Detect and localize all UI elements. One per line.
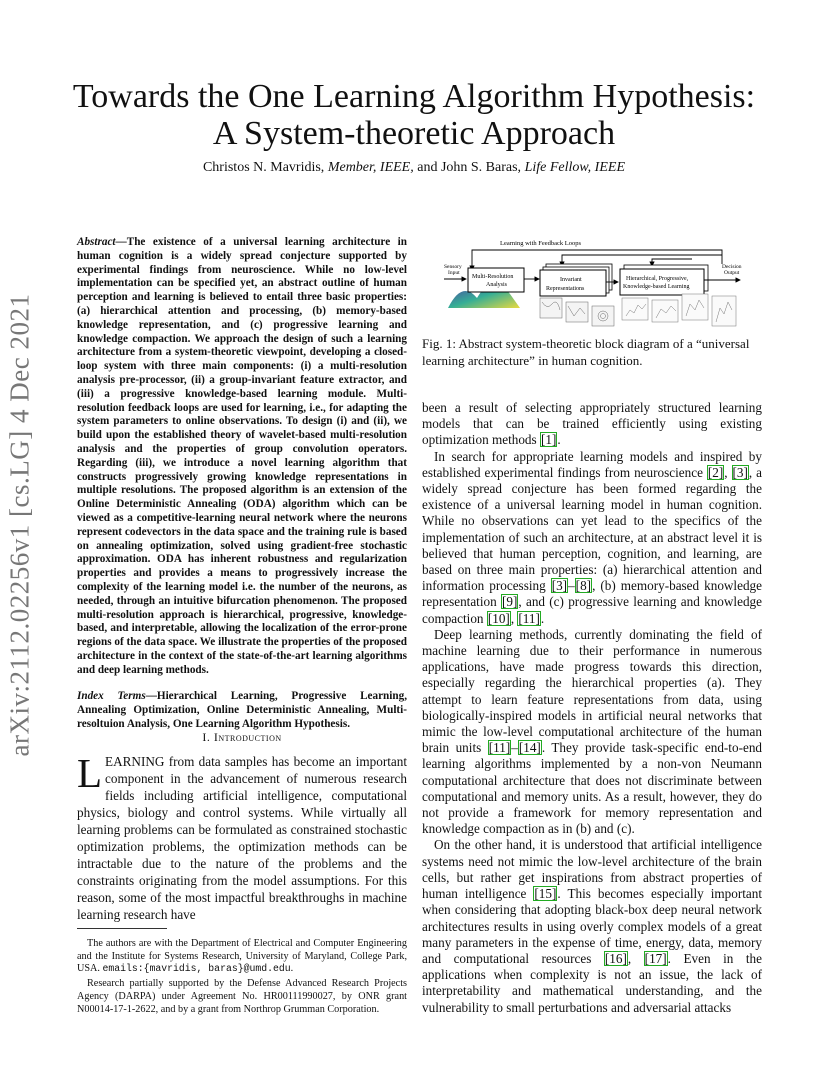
author-2: and John S. Baras, <box>417 160 522 175</box>
paragraph-other-hand <box>422 837 762 1015</box>
text-segment: , <box>510 610 518 626</box>
title-line-1: Towards the One Learning Algorithm Hypothesis: <box>72 78 756 115</box>
text-segment: In search for appropriate learning models and inspired by established experimental findings from neuroscience <box>422 448 762 480</box>
text-segment: , <box>627 950 644 966</box>
index-terms-text: —Hierarchical Learning, Progressive Learning, Annealing Optimization, Online Deterministic Annealing, Multi-resoltuion Analysis, One Learning Algorithm Hypothesis. <box>77 690 407 730</box>
text-segment: , a widely spread conjecture has been formed regarding the existence of a universal learning model in human cognition. While no observations can yet lead to the specifics of the implementation of such an architecture, at an abstract level it is believed that human perception, cognition, and learning, are based on three main properties: (a) hierarchical attention and information processing <box>422 464 763 594</box>
multi-resolution-block <box>468 268 524 292</box>
scatter-thumbnails <box>622 294 736 326</box>
index-terms-label: Index Terms <box>77 690 146 702</box>
text-segment: . This becomes especially important when considering that adopting black-box deep neural network architectures results in using overly complex models of a great many parameters in the expense of time, energy, data, memory and computational resources <box>422 886 763 966</box>
author-1: Christos N. Mavridis, <box>202 160 325 175</box>
text-segment: , (b) memory-based knowledge representation <box>422 578 762 610</box>
citation-link[interactable]: [15] <box>534 886 557 902</box>
author-2-role: Life Fellow, IEEE <box>524 160 626 175</box>
footnote-affiliation <box>77 938 407 976</box>
section-heading <box>77 730 407 745</box>
footnote-period: . <box>290 963 294 975</box>
figure-1-caption: Fig. 1: Abstract system-theoretic block diagram of a “universal learning architecture” in human cognition. <box>422 336 750 368</box>
citation-link[interactable]: [1] <box>540 432 557 448</box>
feedback-loop-label: Learning with Feedback Loops <box>500 240 582 247</box>
paper-title <box>0 78 828 152</box>
block1-label-1: Multi-Resolution <box>472 274 514 280</box>
footnote-funding: Research partially supported by the Defense Advanced Research Projects Agency (DARPA) under Agreement No. HR00111990027, by ONR grant N00014-17-1-2622, and by a grant from Northrop Grumman Corporation. <box>77 978 407 1015</box>
text-segment: Deep learning methods, currently dominating the field of machine learning due to their performance in numerous applications, have made progress towards this direction, especially regarding the hierarchical properties (a). They attempt to learn feature representations from data, using biologically-inspired models in artificial neural networks that mimic the low-level computational architecture of the human brain units <box>422 626 762 756</box>
author-emails: emails:{mavridis, baras}@umd.edu <box>102 963 291 975</box>
citation-link[interactable]: [9] <box>501 594 518 610</box>
text-segment: . Even in the applications when complexity is not an issue, the lack of interpretability and mathematical understanding, and the vulnerability to small perturbations and adversarial attacks <box>422 950 762 1015</box>
figure-1-diagram <box>422 236 762 334</box>
citation-link[interactable]: [8] <box>575 578 592 594</box>
footnote-affiliation-text: The authors are with the Department of Electrical and Computer Engineering and the Institute for Systems Research, University of Maryland, College Park, USA. <box>77 938 407 975</box>
citation-link[interactable]: [3] <box>551 578 568 594</box>
text-segment: . <box>540 610 545 626</box>
citation-link[interactable]: [10] <box>487 610 510 626</box>
text-segment: On the other hand, it is understood that artificial intelligence systems need not mimic the low-level architecture of the brain cells, but rather get inspirations from abstract properties of human intelligence <box>422 837 762 902</box>
text-segment: – <box>568 578 575 594</box>
block-diagram <box>422 236 762 334</box>
section-heading-text: I. Introduction <box>202 730 282 744</box>
feature-map-thumbnails <box>540 298 614 326</box>
paragraph-deep-learning <box>422 627 762 838</box>
abstract <box>77 236 407 678</box>
abstract-text: —The existence of a universal learning architecture in human cognition is a widely spread conjecture supported by experimental findings from neuroscience. While no low-level implementation can be specified yet, an abstract outline of human perception and learning is believed to entail three basic properties: (a) hierarchical attention and processing, (b) memory-based knowledge representation, and (c) progressive learning and knowledge compaction. We approach the design of such a learning architecture from a system-theoretic viewpoint, developing a closed-loop system with three main components: (i) a multi-resolution analysis pre-processor, (ii) a group-invariant feature extractor, and (iii) a progressive knowledge-based learning module. Multi-resolution feedback loops are used for learning, i.e., for adapting the system parameters to online observations. To design (i) and (ii), we build upon the established theory of wavelet-based multi-resolution analysis and the properties of group convolution operators. Regarding (iii), we introduce a novel learning algorithm that constructs progressively growing knowledge representations in multiple resolutions. The proposed algorithm is an extension of the Online Deterministic Annealing (ODA) algorithm which can be viewed as a competitive-learning neural network where the neurons represent codevectors in the data space and the training rule is based on annealing optimization, solved using gradient-free stochastic approximation. ODA has inherent robustness and regularization properties and provides a means to progressively increase the complexity of the learning model i.e. the number of the neurons, as needed, through an intuitive bifurcation phenomenon. The proposed multi-resolution approach is hierarchical, progressive, knowledge-based, and interpretable, allowing the localization of the error-prone regions of the data space. We illustrate the properties of the proposed architecture in the context of the state-of-the-art learning algorithms and deep learning methods. <box>77 236 407 676</box>
sensory-input-label-2: Input <box>448 270 460 276</box>
arxiv-sidebar <box>0 295 40 755</box>
citation-link[interactable]: [11] <box>518 610 540 626</box>
abstract-label: Abstract <box>77 236 116 248</box>
right-column-text <box>422 400 762 1016</box>
decision-output-label-1: Decision <box>722 264 742 270</box>
block2-label-1: Invariant <box>560 277 582 283</box>
introduction-paragraph <box>77 750 407 923</box>
block3-label-2: Knowledge-based Learning <box>623 284 690 290</box>
paragraph-continuation <box>422 400 762 449</box>
decision-output-label-2: Output <box>724 270 740 276</box>
block3-label-1: Hierarchical, Progressive, <box>626 276 689 282</box>
citation-link[interactable]: [14] <box>518 740 541 756</box>
sensory-input-label-1: Sensory <box>444 264 462 270</box>
text-segment: been a result of selecting appropriately structured learning models that can be trained efficiently using existing optimization methods <box>422 400 762 448</box>
citation-link[interactable]: [2] <box>707 464 724 480</box>
citation-link[interactable]: [11] <box>488 740 511 756</box>
text-segment: . They provide task-specific end-to-end learning algorithms implemented by a non-von Neumann computational architecture that does not discriminate between computational and memory units. As a result, however, they do not provide a framework for memory representation and knowledge compaction as in (b) and (c). <box>422 740 763 837</box>
citation-link[interactable]: [16] <box>604 950 627 966</box>
block2-label-2: Representations <box>546 286 585 292</box>
text-segment: – <box>511 740 518 756</box>
introduction-text: EARNING from data samples has become an important component in the advancement of numerous research fields including artificial intelligence, computational physics, biology and control systems. While virtually all learning problems can be formulated as constrained stochastic optimization problems, the optimization methods can be intractable due to the nature of the problems and the constraints originating from the model assumptions. For this reason, some of the most impactful breakthroughs in machine learning research have <box>77 754 407 922</box>
text-segment: . <box>557 432 561 448</box>
paragraph-search <box>422 449 762 627</box>
citation-link[interactable]: [3] <box>732 464 748 480</box>
author-1-role: Member, IEEE, <box>327 160 414 175</box>
index-terms <box>77 690 407 731</box>
citation-link[interactable]: [17] <box>644 950 667 966</box>
arxiv-identifier: arXiv:2112.02256v1 [cs.LG] 4 Dec 2021 <box>4 293 35 757</box>
authors <box>0 160 828 176</box>
invariant-representations-block <box>540 270 606 296</box>
text-segment: , <box>724 464 732 480</box>
text-segment: , and (c) progressive learning and knowledge compaction <box>422 594 762 626</box>
block1-label-2: Analysis <box>486 282 507 288</box>
drop-cap: L <box>77 750 103 796</box>
footnotes <box>77 938 407 1018</box>
footnote-rule <box>77 928 167 929</box>
title-line-2: A System-theoretic Approach <box>212 115 616 152</box>
learning-block <box>620 269 704 295</box>
